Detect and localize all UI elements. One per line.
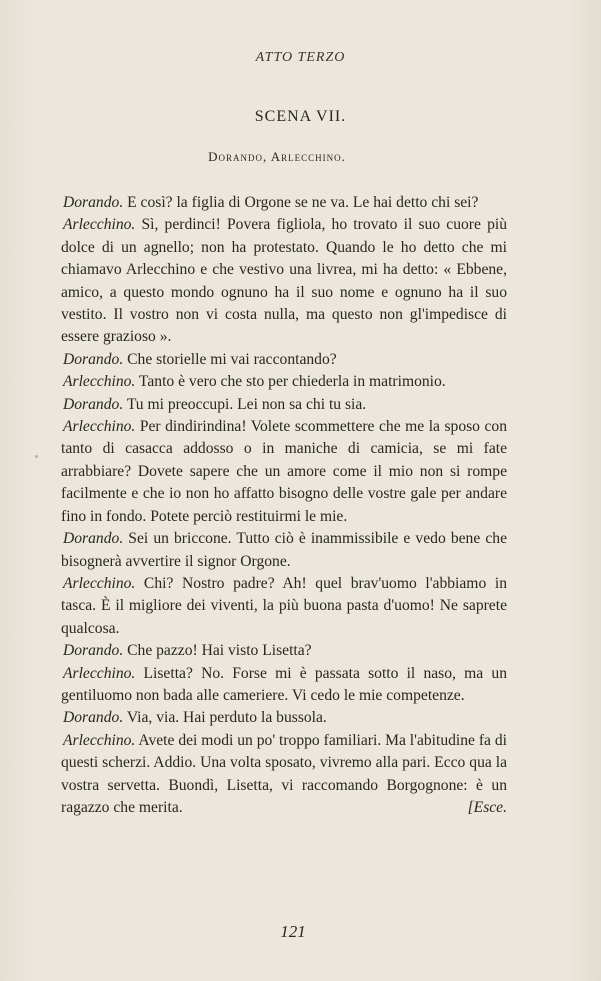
dialogue-text: Avete dei modi un po' troppo familiari. Ma l'abitudine fa di questi scherzi. Addio. Una volta sposato, vivremo alla pari. Ecco qua la vostra servetta. Buondì, Lisetta, vi raccomando Borgognone: è un ragazzo che merita. — [61, 731, 508, 816]
dialogue-text: Sì, perdinci! Povera figliola, ho trovato il suo cuore più dolce di un agnello; non ha protestato. Quando le ho detto che mi chiamavo Arlecchino e che vestivo una livrea, mi ha detto: « Ebbene, amico, a questo mondo ognuno ha il suo nome e ognuno ha il suo vestito. Il vostro non vi costa nulla, ma questo non gl'impedisce di essere grazioso ». — [61, 216, 507, 346]
scene-title: SCENA VII. — [254, 108, 347, 125]
dialogue-text: Via, via. Hai perduto la bussola. — [123, 709, 327, 727]
scene-characters: Dorando, Arlecchino. — [208, 149, 346, 164]
dialogue-text: Che storielle mi vai raccontando? — [123, 350, 337, 368]
speaker-name: Arlecchino. — [63, 373, 136, 391]
page-number: 121 — [280, 922, 306, 941]
speaker-name: Arlecchino. — [63, 731, 136, 749]
speaker-name: Arlecchino. — [63, 216, 136, 234]
speaker-name: Arlecchino. — [63, 664, 136, 682]
dialogue-paragraph — [61, 640, 507, 662]
dialogue-paragraph — [61, 371, 507, 393]
dialogue-text: Chi? Nostro padre? Ah! quel brav'uomo l'abbiamo in tasca. È il migliore dei viventi, la più buona pasta d'uomo! Ne saprete qualcosa. — [61, 574, 507, 637]
speaker-name: Dorando. — [63, 395, 124, 413]
dialogue-text: Che pazzo! Hai visto Lisetta? — [123, 642, 312, 660]
running-head: ATTO TERZO — [255, 50, 346, 65]
speaker-name: Dorando. — [63, 350, 124, 368]
dialogue-text: Sei un briccone. Tutto ciò è inammissibile e vedo bene che bisognerà avvertire il signor Orgone. — [61, 530, 507, 570]
dialogue-text: E così? la figlia di Orgone se ne va. Le hai detto chi sei? — [123, 194, 479, 211]
dialogue-paragraph — [61, 663, 507, 708]
dialogue-paragraph — [61, 416, 507, 528]
speaker-name: Dorando. — [63, 194, 124, 211]
speaker-name: Dorando. — [63, 530, 124, 548]
dialogue-text: Tu mi preoccupi. Lei non sa chi tu sia. — [123, 395, 367, 413]
dialogue-paragraph — [61, 573, 507, 640]
dialogue-paragraph — [61, 192, 507, 214]
stage-direction: [Esce. — [467, 798, 507, 816]
dialogue-text: Lisetta? No. Forse mi è passata sotto il naso, ma un gentiluomo non bada alle cameriere. Vi cedo le mie competenze. — [61, 664, 507, 704]
dialogue-text: Per dindirindina! Volete scommettere che me la sposo con tanto di casacca addosso o in maniche di camicia, se mi fate arrabbiare? Dovete sapere che un amore come il mio non si rompe facilmente e che io non ho affatto bisogno delle vostre gale per andare fino in fondo. Potete perciò restituirmi le mie. — [61, 418, 507, 525]
speaker-name: Dorando. — [63, 709, 124, 727]
page-blemish — [35, 455, 38, 458]
speaker-name: Dorando. — [63, 642, 124, 660]
dialogue-paragraph — [61, 528, 507, 573]
speaker-name: Arlecchino. — [63, 574, 136, 592]
dialogue-text: Tanto è vero che sto per chiederla in matrimonio. — [135, 373, 446, 391]
dialogue-paragraph — [61, 214, 507, 348]
speaker-name: Arlecchino. — [63, 418, 136, 436]
dialogue-paragraph — [61, 707, 507, 729]
dialogue-body — [61, 192, 507, 819]
dialogue-paragraph — [61, 730, 507, 820]
dialogue-paragraph — [61, 349, 507, 371]
dialogue-paragraph — [61, 394, 507, 416]
